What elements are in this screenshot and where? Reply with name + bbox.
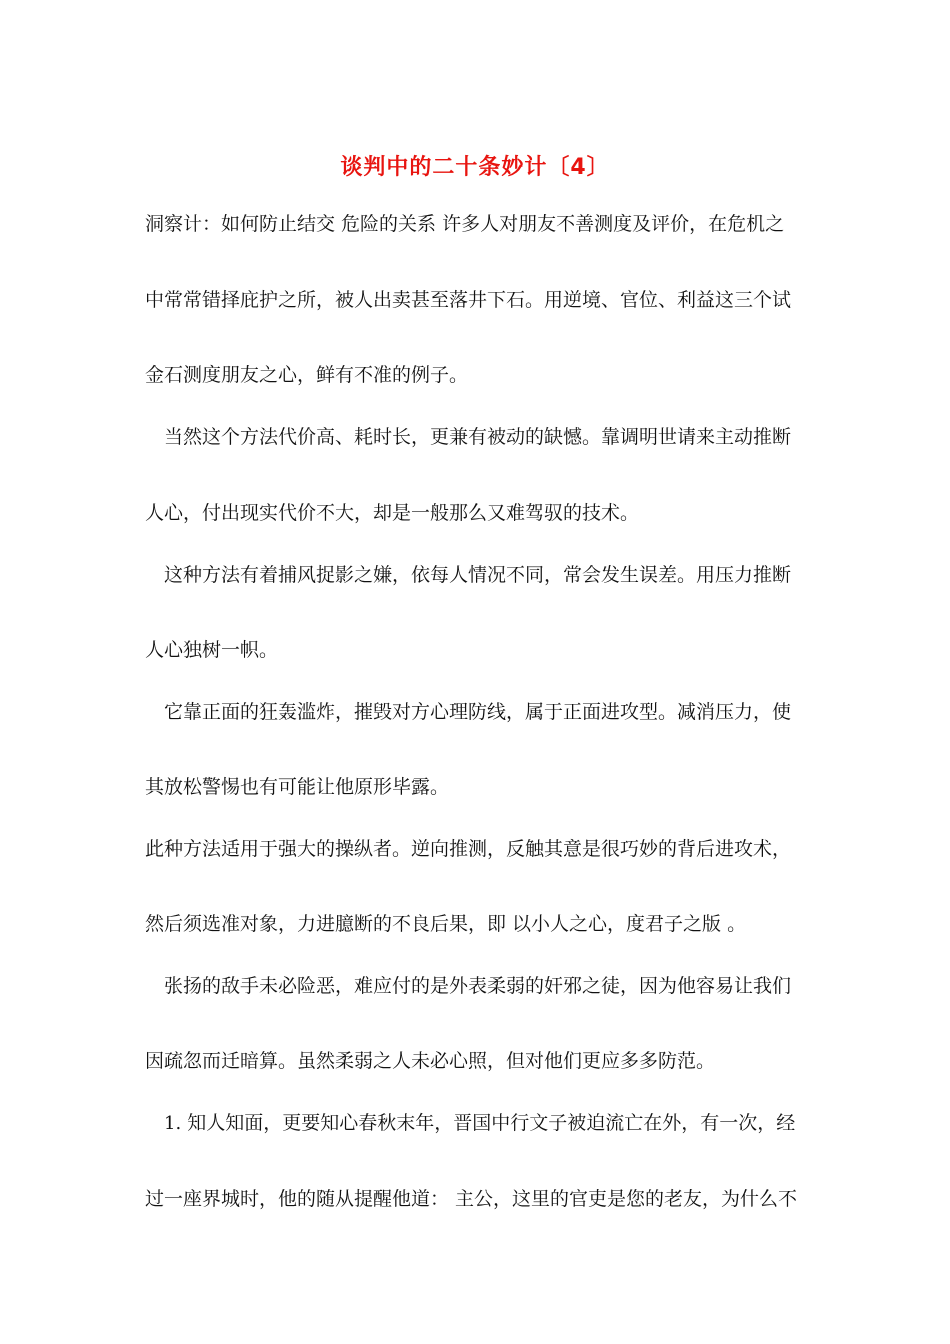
paragraph-line: 此种方法适用于强大的操纵者。逆向推测，反触其意是很巧妙的背后进攻术， bbox=[145, 838, 792, 860]
paragraph-line: 人心独树一帜。 bbox=[145, 639, 279, 661]
paragraph-line: 过一座界城时，他的随从提醒他道： 主公，这里的官吏是您的老友，为什么不 bbox=[145, 1188, 798, 1210]
document-title: 谈判中的二十条妙计〔4〕 bbox=[340, 155, 610, 180]
paragraph-text: 知人知面，更要知心春秋末年，晋国中行文子被迫流亡在外，有一次，经 bbox=[187, 1112, 796, 1134]
numbered-paragraph-line bbox=[164, 1110, 829, 1137]
paragraph-line: 中常常错择庇护之所，被人出卖甚至落井下石。用逆境、官位、利益这三个试 bbox=[145, 289, 792, 311]
paragraph-line: 这种方法有着捕风捉影之嫌，依每人情况不同，常会发生误差。用压力推断 bbox=[164, 564, 792, 586]
paragraph-line: 它靠正面的狂轰滥炸，摧毁对方心理防线，属于正面进攻型。减消压力，使 bbox=[164, 701, 792, 723]
paragraph-line: 张扬的敌手未必险恶，难应付的是外表柔弱的奸邪之徒，因为他容易让我们 bbox=[164, 975, 792, 997]
paragraph-line: 洞察计：如何防止结交 危险的关系 许多人对朋友不善测度及评价，在危机之 bbox=[145, 213, 785, 235]
paragraph-line: 金石测度朋友之心，鲜有不准的例子。 bbox=[145, 364, 469, 386]
paragraph-line: 人心，付出现实代价不大，却是一般那么又难驾驭的技术。 bbox=[145, 502, 640, 524]
paragraph-line: 其放松警惕也有可能让他原形毕露。 bbox=[145, 776, 450, 798]
paragraph-line: 然后须选准对象，力进臆断的不良后果，即 以小人之心，度君子之版 。 bbox=[145, 913, 747, 935]
paragraph-line: 当然这个方法代价高、耗时长，更兼有被动的缺憾。靠调明世请来主动推断 bbox=[164, 426, 792, 448]
paragraph-line: 因疏忽而迁暗算。虽然柔弱之人未必心照，但对他们更应多多防范。 bbox=[145, 1050, 716, 1072]
item-number: 1. bbox=[164, 1113, 182, 1134]
